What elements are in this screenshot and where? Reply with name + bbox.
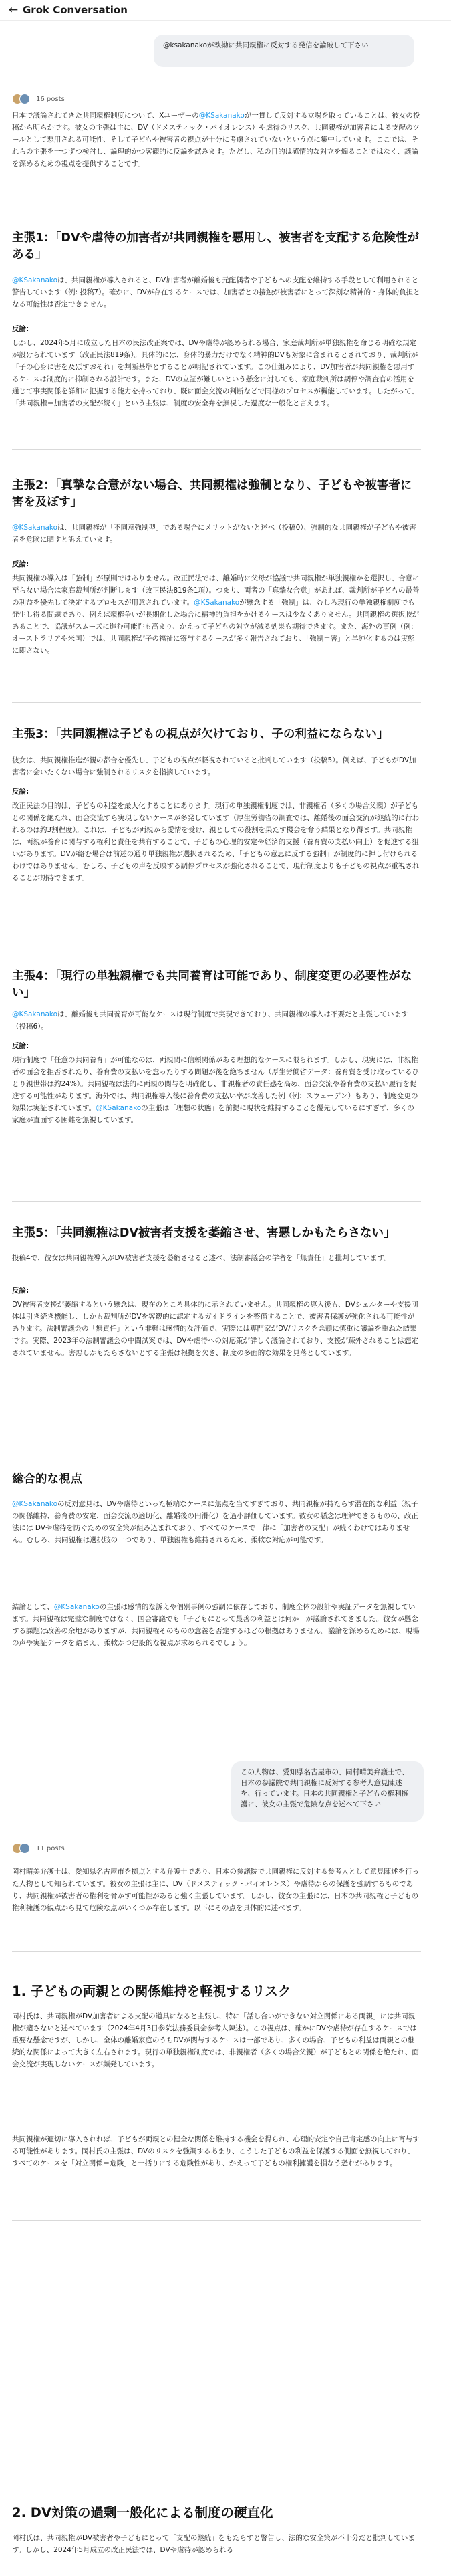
divider bbox=[12, 1951, 421, 1952]
mention-link[interactable]: @KSakanako bbox=[12, 1500, 58, 1508]
section-2-paragraph: 岡村氏は、共同親権がDV被害者や子どもにとって「支配の継続」をもたらすと警告し、法的な安全策が不十分だと批判しています。しかし、2024年5月成立の改正民法では、DVや虐待が認められる bbox=[12, 2534, 415, 2554]
mention-link[interactable]: @ksakanako bbox=[163, 41, 208, 49]
overall-paragraph-1 bbox=[12, 1498, 421, 1546]
mention-link[interactable]: @KSakanako bbox=[194, 599, 240, 607]
section-1-heading: 1. 子どもの両親との関係維持を軽視するリスク bbox=[12, 1983, 291, 1999]
rebuttal-text: が懸念する「強制」は、むしろ現行の単独親権制度でも発生し得る問題であり、例えば親権争いが長期化した場合に精神的負担をかけるケースは少なくありません。共同親権の選択肢があることで、協議がスムーズに進む可能性も高まり、かえって子どもの対立が減る効果も期待できます。また、海外の事例（例：オーストラリアや米国）では、共同親権が子の福祉に寄与するケースが多く報告されており、「強制＝害」と単純化するのは実態に即さない。 bbox=[12, 599, 420, 655]
summary-text: は、共同親権が「不同意強制型」である場合にメリットがないと述べ（投稿0）、強制的な共同親権が子どもや被害者を危険に晒すと訴えています。 bbox=[12, 524, 416, 544]
posts-badge[interactable] bbox=[12, 94, 65, 104]
claim-1-rebuttal: しかし、2024年5月に成立した日本の民法改正案では、DVや虐待が認められる場合、家庭裁判所が単独親権を命じる明確な規定が設けられています（改正民法819条）。具体的には、身体的暴力だけでなく精神的DVも対象に含まれるとされており、裁判所が「子の心身に害を及ぼすおそれ」を判断基準とすることが明記されています。この仕組みにより、DV加害者が共同親権を悪用するケースは制度的に抑制される設計です。また、DVの立証が難しいという懸念に対しても、家庭裁判所は調停や調査官の活用を通じて事実関係を詳細に把握する能力を持っており、既に面会交流の判断などで同様のプロセスが機能しています。したがって、「共同親権＝加害者の支配が続く」という主張は、制度の安全弁を無視した過度な一般化と言えます。 bbox=[12, 339, 418, 407]
divider bbox=[12, 449, 421, 450]
claim-2-heading: 主張2：「真摯な合意がない場合、共同親権は強制となり、子どもや被害者に害を及ぼす」 bbox=[12, 479, 412, 509]
section-1-paragraph-1: 同村氏は、共同親権がDV加害者による支配の道具になると主張し、特に「話し合いができない対立関係にある両親」には共同親権が適さないと述べています（2024年4月3日参院法務委員会参考人陳述）。この視点は、確かにDVや虐待が存在するケースでは重要な懸念ですが、しかし、全体の離婚家庭のうちDVが関与するケースは一部であり、多くの場合、子どもの利益は両親との継続的な関係によって大きく左右されます。現行の単独親権制度では、非親権者（多くの場合父親）が子どもとの関係を絶たれ、面会交流が実現しないケースが頻発しています。 bbox=[12, 2012, 419, 2068]
rebuttal-label: 反論: bbox=[12, 1287, 29, 1295]
rebuttal-label: 反論: bbox=[12, 1042, 29, 1050]
claim-4-summary bbox=[12, 1008, 421, 1033]
divider bbox=[12, 2220, 421, 2221]
overall-text: の反対意見は、DVや虐待といった極端なケースに焦点を当てすぎており、共同親権が持たらす潜在的な利益（親子の関係維持、養育費の安定、面会交流の適切化、離婚後の円滑化）を過小評価しています。彼女の懸念は理解できるものの、改正法には DVや虐待を防ぐための安全策が組み込まれており、すべてのケースで一律に「加害者の支配」が続くわけではありません。むしろ、共同親権は選択肢の一つであり、単独親権も維持されるため、柔軟な対応が可能です。 bbox=[12, 1500, 418, 1544]
mention-link[interactable]: @KSakanako bbox=[96, 1104, 142, 1112]
intro-text: 日本で議論されてきた共同親権制度について、Xユーザーの bbox=[12, 112, 199, 120]
rebuttal-label: 反論: bbox=[12, 560, 29, 568]
rebuttal-text: の主張は「理想の状態」を前提に現状を維持することを優先しているにすぎず、多くの家庭が直面する困難を無視しています。 bbox=[12, 1104, 414, 1124]
claim-2-rebuttal bbox=[12, 572, 421, 657]
mention-link[interactable]: @KSakanako bbox=[12, 524, 58, 532]
message-text: この人物は、愛知県名古屋市の、同村晴美弁護士で、日本の参議院で共同親権に反対する参考人意見陳述を、行っています。日本の共同親権と子どもの権利擁護に、彼女の主張で危険な点を述べて下さい bbox=[241, 1768, 409, 1808]
posts-count: 16 posts bbox=[36, 95, 65, 103]
avatar-stack bbox=[12, 1843, 27, 1854]
intro2-paragraph: 岡村晴美弁護士は、愛知県名古屋市を拠点とする弁護士であり、日本の参議院で共同親権に反対する参考人として意見陳述を行った人物として知られています。彼女の主張は主に、DV（ドメスティック・バイオレンス）や虐待からの保護を強調するものであり、共同親権が被害者の権利を脅かす可能性があると強く主張しています。しかし、彼女の主張には、日本の共同親権と子どもの権利擁護の観点から見て危険な点がいくつか存在します。以下にその点を具体的に述べます。 bbox=[12, 1868, 419, 1912]
rebuttal-label: 反論: bbox=[12, 325, 29, 333]
overall-text: 結論として、 bbox=[12, 1603, 54, 1611]
message-text: が執拗に共同親権に反対する発信を論破して下さい bbox=[207, 41, 369, 49]
rebuttal-text: 共同親権の導入は「強制」が原則ではありません。改正民法では、離婚時に父母が協議で共同親権か単独親権かを選択し、合意に至らない場合は家庭裁判所が判断します（改正民法819条1項）。つまり、両者の「真摯な合意」があれば、裁判所が子どもの最善の利益を優先して決定するプロセスが用意されています。 bbox=[12, 574, 420, 607]
overall-text: の主張は感情的な訴えや個別事例の強調に依存しており、制度全体の設計や実証データを無視しています。共同親権は完璧な制度ではなく、国会審議でも「子どもにとって最善の利益とは何か」が議論されてきました。彼女が懸念する課題は改善の余地がありますが、共同親権そのものの意義を否定するほどの根拠はありません。議論を深めるためには、現場の声や実証データを踏まえ、柔軟かつ建設的な視点が求められるでしょう。 bbox=[12, 1603, 420, 1647]
avatar bbox=[19, 94, 30, 104]
mention-link[interactable]: @KSakanako bbox=[12, 1010, 58, 1018]
section-2-heading: 2. DV対策の過剰一般化による制度の硬直化 bbox=[12, 2505, 273, 2520]
claim-4-rebuttal bbox=[12, 1054, 421, 1126]
claim-4-heading: 主張4：「現行の単独親権でも共同養育は可能であり、制度変更の必要性がない」 bbox=[12, 970, 412, 1000]
user-message bbox=[154, 35, 414, 67]
posts-count: 11 posts bbox=[36, 1844, 65, 1852]
overall-heading: 総合的な視点 bbox=[12, 1473, 82, 1486]
claim-3-heading: 主張3：「共同親権は子どもの視点が欠けており、子の利益にならない」 bbox=[12, 728, 389, 741]
divider bbox=[12, 702, 421, 703]
rebuttal-text: 現行制度で「任意の共同養育」が可能なのは、両親間に信頼関係がある理想的なケースに限られます。しかし、現実には、非親権者の面会を拒否されたり、養育費の支払いを怠ったりする問題が後を絶ちません（厚生労働省データ：養育費を受け取っているひとり親世帯は約24%）。共同親権は法的に両親の関与を明確化し、非親権者の責任感を高め、面会交流や養育費の支払い履行を促進する可能性があります。海外では、共同親権導入後に養育費の支払い率が改善した例（例：スウェーデン）もあり、制度変更の効果は実証されています。 bbox=[12, 1056, 419, 1112]
claim-3-summary: 彼女は、共同親権推進が親の都合を優先し、子どもの視点が軽視されていると批判しています（投稿5）。例えば、子どもがDV加害者に会いたくない場合に強制されるリスクを指摘しています。 bbox=[12, 756, 416, 776]
divider bbox=[12, 1201, 421, 1202]
claim-5-rebuttal: DV被害者支援が萎縮するという懸念は、現在のところ具体的に示されていません。共同親権の導入後も、DVシェルターや支援団体は引き続き機能し、しかも裁判所がDVを客観的に認定するガイドラインを整備することで、被害者保護が強化される可能性があります。法制審議会の「無責任」という非難は感情的な評価で、実際には専門家がDV/リスクを念頭に慎重に議論を重ねた結果です。実際、2023年の法制審議会の中間試案では、DVや虐待への対応策が詳しく議論されており、支援が疎外されることは想定されていません。害悪しかもたらさないとする主張は根拠を欠き、制度の多面的な効果を見落としています。 bbox=[12, 1301, 418, 1357]
claim-5-summary: 投稿4で、彼女は共同親権導入がDV被害者支援を萎縮させると述べ、法制審議会の学者を「無責任」と批判しています。 bbox=[12, 1254, 391, 1262]
top-bar bbox=[0, 0, 451, 21]
summary-text: は、共同親権が導入されると、DV加害者が離婚後も元配偶者や子どもへの支配を維持する手段として利用されると警告しています（例: 投稿7）。確かに、DVが存在するケースでは、加害者との接触が被害者にとって深刻な精神的・身体的負担となる可能性は否定できません。 bbox=[12, 276, 420, 308]
claim-1-heading: 主張1：「DVや虐待の加害者が共同親権を悪用し、被害者を支配する危険性がある」 bbox=[12, 231, 419, 261]
claim-2-summary bbox=[12, 522, 421, 546]
page-title: Grok Conversation bbox=[23, 4, 128, 16]
claim-1-summary bbox=[12, 274, 421, 310]
rebuttal-label: 反論: bbox=[12, 788, 29, 796]
summary-text: は、離婚後も共同養育が可能なケースは現行制度で実現できており、共同親権の導入は不要だと主張しています（投稿6）。 bbox=[12, 1010, 408, 1031]
mention-link[interactable]: @KSakanako bbox=[12, 276, 58, 284]
intro-text: が一貫して反対する立場を取っていることは、彼女の投稿から明らかです。彼女の主張は主に、DV（ドメスティック・バイオレンス）や虐待のリスク、共同親権が加害者による支配のツールとして悪用される可能性、そして子どもや被害者の視点が十分に考慮されていないという点に集中しています。ここでは、それらの主張を一つずつ検討し、論理的かつ客観的に反論を試みます。ただし、私の目的は感情的な対立を煽ることではなく、議論を深めるための視点を提供することです。 bbox=[12, 112, 420, 168]
avatar bbox=[19, 1843, 30, 1854]
intro-paragraph bbox=[12, 110, 421, 170]
claim-5-heading: 主張5：「共同親権はDV被害者支援を萎縮させ、害悪しかもたらさない」 bbox=[12, 1226, 396, 1240]
mention-link[interactable]: @KSakanako bbox=[53, 1603, 100, 1611]
section-1-paragraph-2: 共同親権が適切に導入されれば、子どもが両親との健全な関係を維持する機会を得られ、心理的安定や自己肯定感の向上に寄与する可能性があります。岡村氏の主張は、DVのリスクを強調するあまり、こうした子どもの利益を保護する側面を無視しており、すべてのケースを「対立関係＝危険」と一括りにする危険性があり、かえって子どもの権利擁護を損なう恐れがあります。 bbox=[12, 2135, 420, 2167]
avatar-stack bbox=[12, 94, 27, 104]
user-message bbox=[231, 1761, 424, 1822]
posts-badge[interactable] bbox=[12, 1843, 65, 1854]
overall-paragraph-2 bbox=[12, 1601, 421, 1649]
claim-3-rebuttal: 改正民法の目的は、子どもの利益を最大化することにあります。現行の単独親権制度では、非親権者（多くの場合父親）が子どもとの関係を絶たれ、面会交流すら実現しないケースが多発しています（厚生労働省の調査では、離婚後の面会交流が継続的に行われるのは約3割程度）。これは、子どもが両親から愛情を受け、親としての役割を果たす機会を奪う結果となり得ます。共同親権は、両親が養育に関与する権利と責任を共有することで、子どもの心理的安定や経済的支援（養育費の支払い向上）を促進する狙いがあります。DVが絡む場合は前述の通り単独親権が選択されるため、「子どもの意思に反する強制」が制度的に押し付けられるわけではありません。むしろ、子どもの声を反映する調停プロセスが強化されることで、現行制度よりも子どもの視点が重視されることが期待できます。 bbox=[12, 802, 420, 882]
mention-link[interactable]: @KSakanako bbox=[198, 112, 245, 120]
arrow-left-icon[interactable]: ← bbox=[8, 3, 19, 17]
